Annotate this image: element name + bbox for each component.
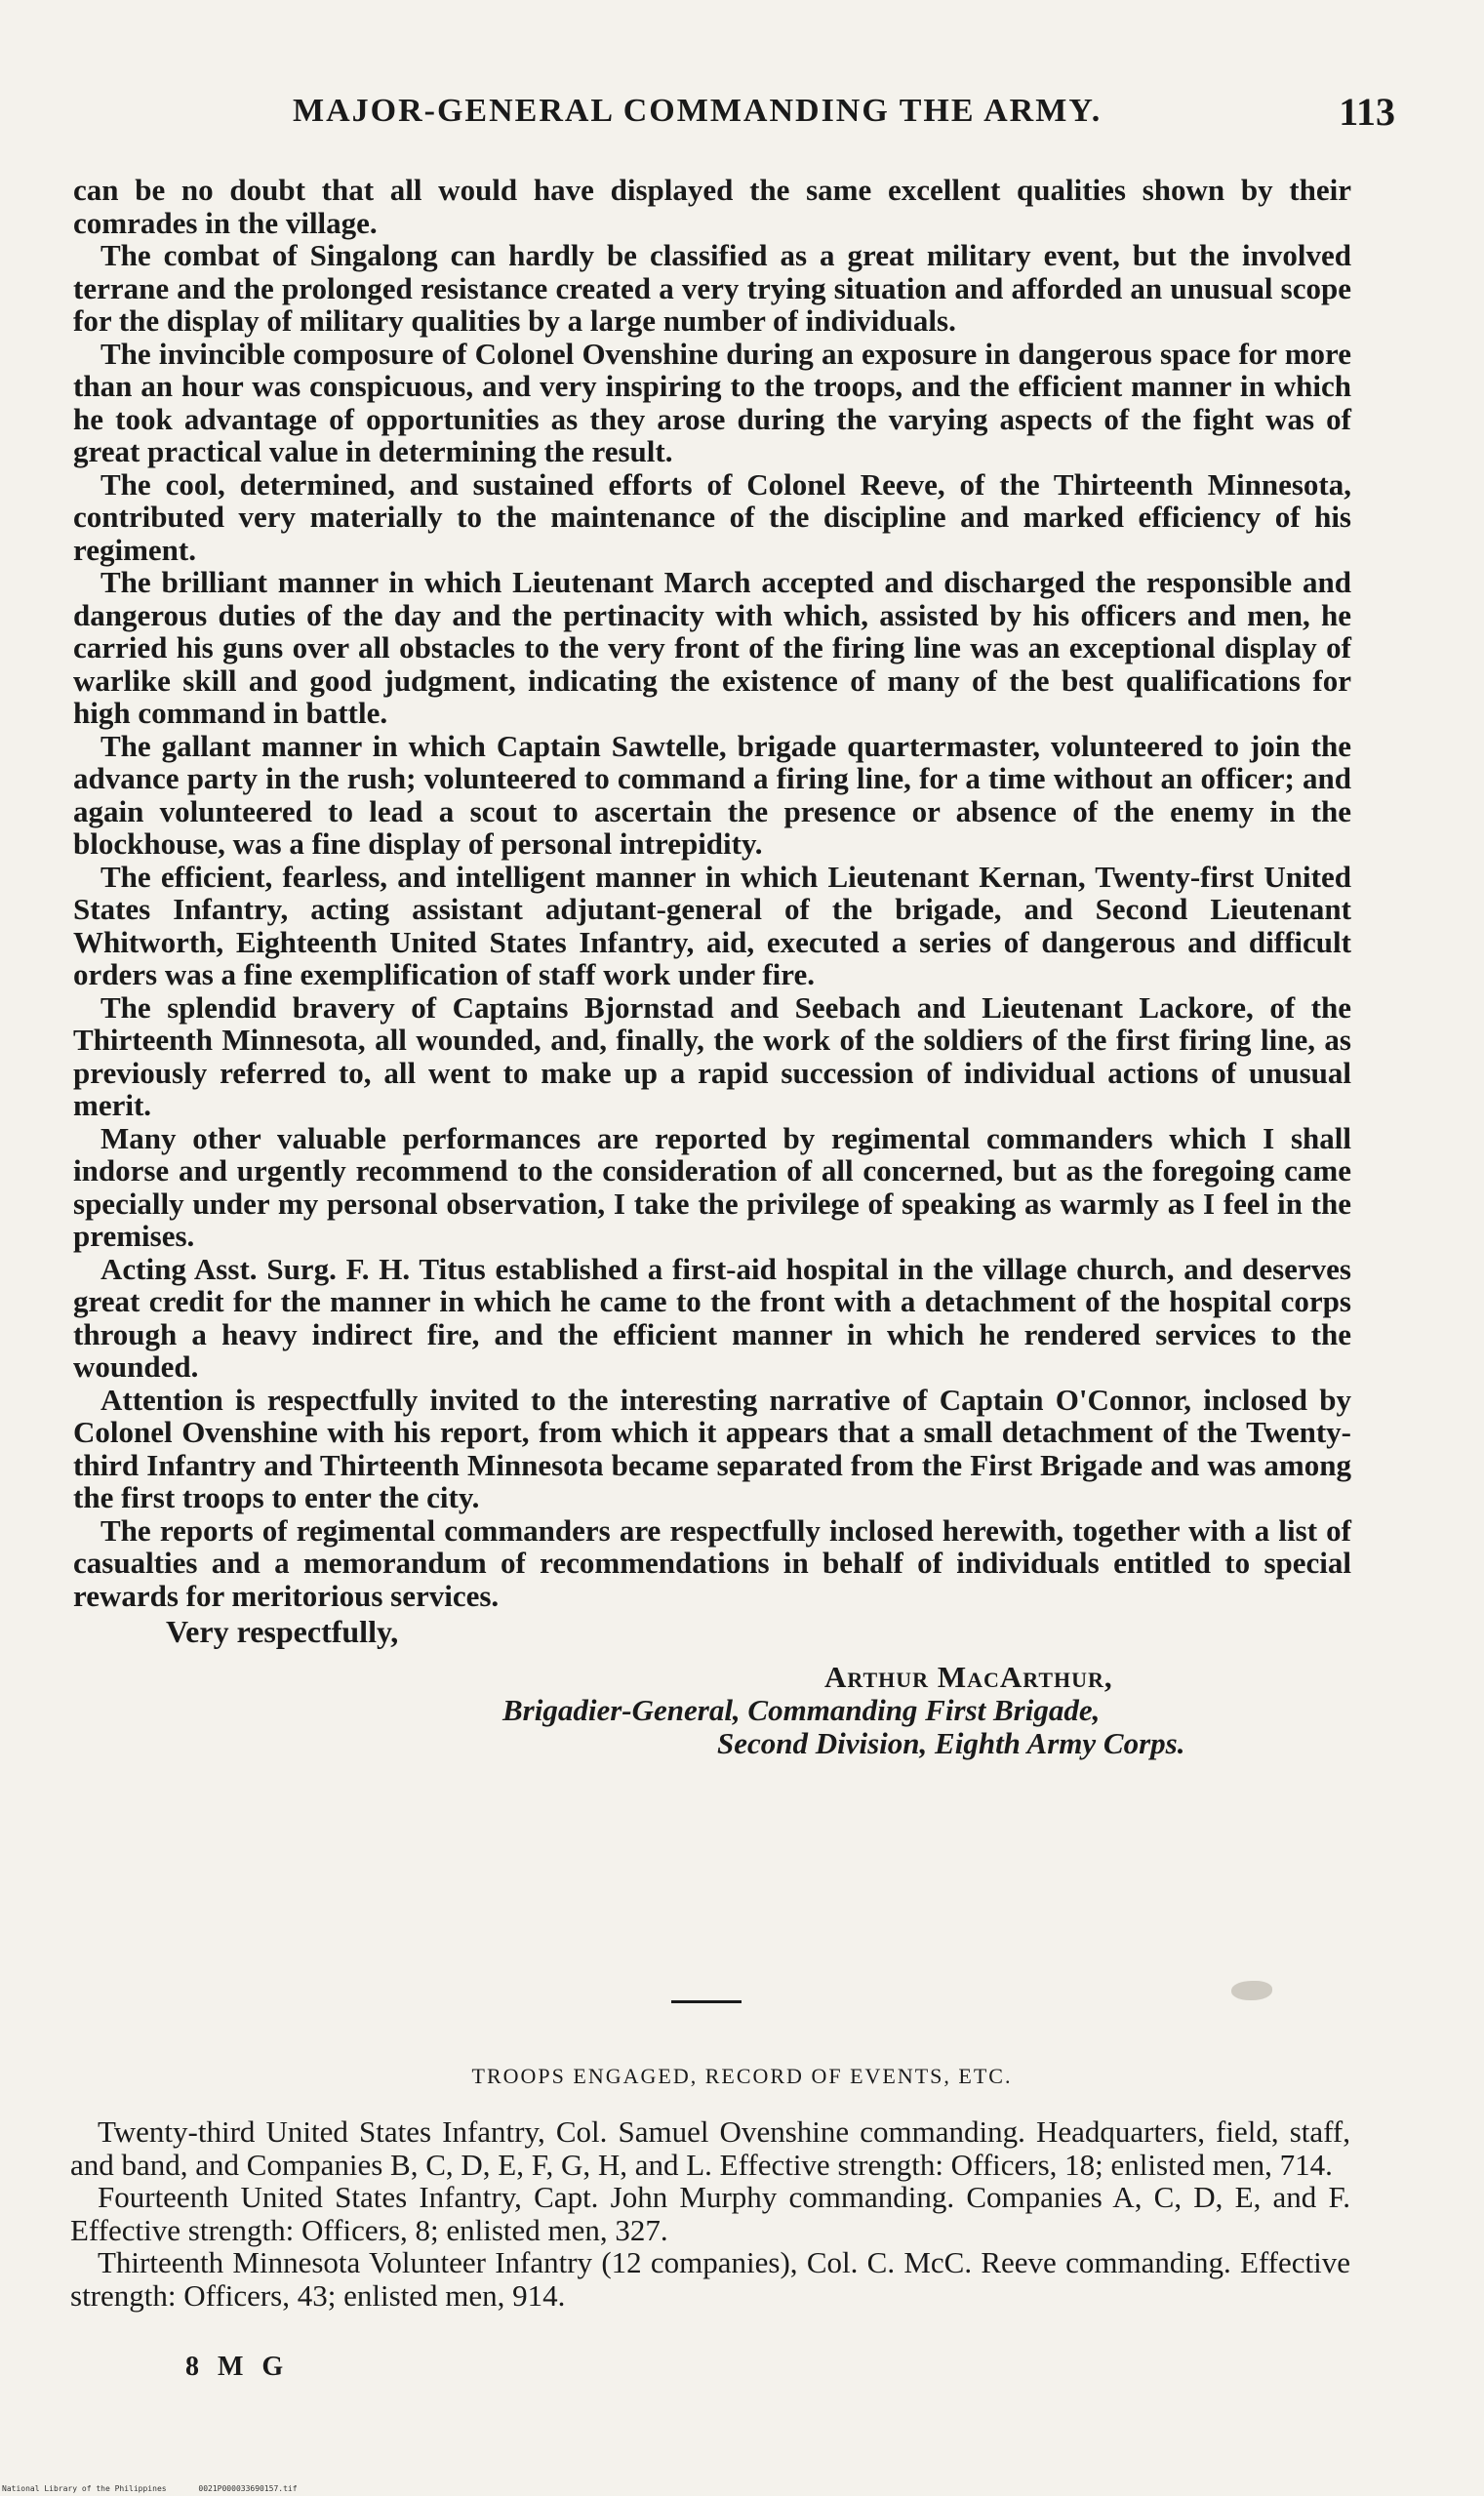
footer-filename: 0021P000033690157.tif: [198, 2484, 298, 2493]
signatory-title-line1: Brigadier-General, Commanding First Brigade,: [502, 1692, 1101, 1727]
ink-blot: [1231, 1981, 1272, 2000]
troop-entry: Twenty-third United States Infantry, Col. Samuel Ovenshine commanding. Headquarters, field, staff, and band, and Companies B, C, D, E, F, G, H, and L. Effective strength: Officers, 18; enlisted men, 714.: [70, 2114, 1350, 2182]
paragraph: The splendid bravery of Captains Bjornstad and Seebach and Lieutenant Lackore, of the Thirteenth Minnesota, all wounded, and, finally, the work of the soldiers of the first firing line, as previously referred to, all went to make up a rapid succession of individual actions of unusual merit.: [73, 989, 1351, 1122]
paragraph: The reports of regimental commanders are respectfully inclosed herewith, together with a list of casualties and a memorandum of recommendations in behalf of individuals entitled to special rewards for meritorious services.: [73, 1512, 1351, 1613]
paragraph: The brilliant manner in which Lieutenant March accepted and discharged the responsible and dangerous duties of the day and the pertinacity with which, assisted by his officers and men, he carried his guns over all obstacles to the very front of the firing line was an exceptional display of warlike skill and good judgment, indicating the existence of many of the best qualifications for high command in battle.: [73, 565, 1351, 730]
paragraph: Attention is respectfully invited to the interesting narrative of Captain O'Connor, inclosed by Colonel Ovenshine with his report, from which it appears that a small detachment of the Twenty-third Infantry and Thirteenth Minnesota became separated from the First Brigade and was among the first troops to enter the city.: [73, 1382, 1351, 1514]
signatory-name: Arthur MacArthur,: [824, 1659, 1113, 1694]
paragraph: Acting Asst. Surg. F. H. Titus established a first-aid hospital in the village church, and deserves great credit for the manner in which he came to the front with a detachment of the hospital corps through a heavy indirect fire, and the efficient manner in which he rendered services to the wounded.: [73, 1251, 1351, 1384]
footer-source: National Library of the Philippines: [2, 2484, 167, 2493]
running-head-title: MAJOR-GENERAL COMMANDING THE ARMY.: [293, 93, 1103, 129]
signature-block: [502, 1661, 1351, 1760]
closing-salutation: Very respectfully,: [166, 1614, 399, 1649]
section-heading: TROOPS ENGAGED, RECORD OF EVENTS, ETC.: [471, 2064, 1013, 2088]
troops-list: [70, 2115, 1350, 2312]
scan-footer: [2, 2484, 325, 2493]
signatory-title-line2: Second Division, Eighth Army Corps.: [717, 1725, 1185, 1760]
paragraph: The cool, determined, and sustained efforts of Colonel Reeve, of the Thirteenth Minnesota, contributed very materially to the maintenance of the discipline and marked efficiency of his regiment.: [73, 466, 1351, 567]
section-divider: [671, 2000, 742, 2003]
troop-entry: Fourteenth United States Infantry, Capt. John Murphy commanding. Companies A, C, D, E, and F. Effective strength: Officers, 8; enlisted men, 327.: [70, 2180, 1350, 2247]
paragraph: The invincible composure of Colonel Ovenshine during an exposure in dangerous space for more than an hour was conspicuous, and very inspiring to the troops, and the efficient manner in which he took advantage of opportunities as they arose during the varying aspects of the fight was of great practical value in determining the result.: [73, 336, 1351, 468]
paragraph: can be no doubt that all would have displayed the same excellent qualities shown by their comrades in the village.: [73, 173, 1351, 240]
body-text: [73, 174, 1351, 1760]
paragraph: The gallant manner in which Captain Sawtelle, brigade quartermaster, volunteered to join the advance party in the rush; volunteered to command a firing line, for a time without an officer; and again volunteered to lead a scout to ascertain the presence or absence of the enemy in the blockhouse, was a fine display of personal intrepidity.: [73, 728, 1351, 861]
page-number: 113: [1339, 90, 1395, 134]
troop-entry: Thirteenth Minnesota Volunteer Infantry (12 companies), Col. C. McC. Reeve commanding. Effective strength: Officers, 43; enlisted men, 914.: [70, 2245, 1350, 2313]
paragraph: The combat of Singalong can hardly be classified as a great military event, but the involved terrane and the prolonged resistance created a very trying situation and afforded an unusual scope for the display of military qualities by a large number of individuals.: [73, 238, 1351, 338]
paragraph: Many other valuable performances are reported by regimental commanders which I shall indorse and urgently recommend to the consideration of all concerned, but as the foregoing came specially under my personal observation, I take the privilege of speaking as warmly as I feel in the premises.: [73, 1120, 1351, 1253]
running-head: [293, 90, 1395, 134]
signature-mark: 8 M G: [185, 2352, 290, 2382]
paragraph: The efficient, fearless, and intelligent manner in which Lieutenant Kernan, Twenty-first United States Infantry, acting assistant adjutant-general of the brigade, and Second Lieutenant Whitworth, Eighteenth United States Infantry, aid, executed a series of dangerous and difficult orders was a fine exemplification of staff work under fire.: [73, 859, 1351, 991]
